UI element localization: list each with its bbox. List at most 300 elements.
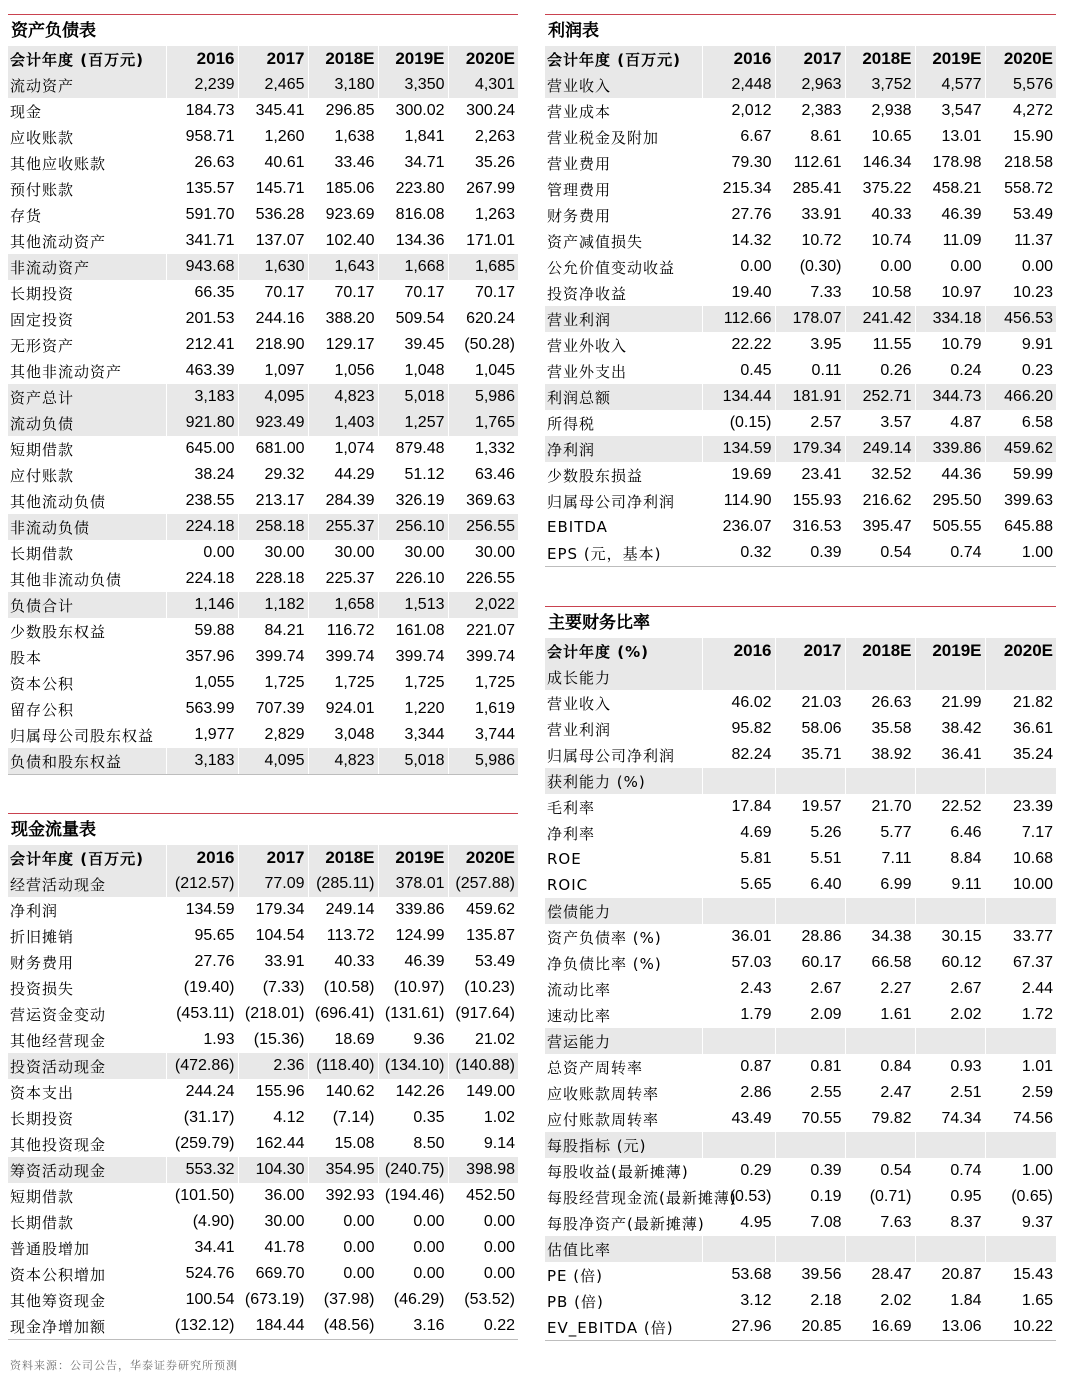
value-cell: 923.49 xyxy=(238,410,308,436)
value-cell: 5.26 xyxy=(775,820,845,846)
value-cell: 35.24 xyxy=(985,742,1056,768)
value-cell xyxy=(702,664,775,690)
table-row xyxy=(545,768,1056,794)
row-label-cell: 估值比率 xyxy=(545,1236,702,1262)
table-row xyxy=(8,202,518,228)
value-cell: 3,180 xyxy=(308,72,378,98)
value-cell: 20.85 xyxy=(775,1314,845,1340)
value-cell: 10.00 xyxy=(985,872,1056,898)
value-cell: 256.55 xyxy=(448,514,518,540)
value-cell: 591.70 xyxy=(166,202,238,228)
table-row xyxy=(545,716,1056,742)
table-row xyxy=(545,1288,1056,1314)
value-cell: 134.59 xyxy=(166,897,238,923)
value-cell: 466.20 xyxy=(985,384,1056,410)
value-cell: 395.47 xyxy=(845,514,915,540)
value-cell: 249.14 xyxy=(845,436,915,462)
value-cell: 10.22 xyxy=(985,1314,1056,1340)
table-row xyxy=(8,1313,518,1339)
value-cell: 19.40 xyxy=(702,280,775,306)
value-cell: 284.39 xyxy=(308,488,378,514)
value-cell: 334.18 xyxy=(915,306,985,332)
value-cell: 0.00 xyxy=(845,254,915,280)
value-cell: 0.22 xyxy=(448,1313,518,1339)
value-cell: 38.92 xyxy=(845,742,915,768)
value-cell: 51.12 xyxy=(378,462,448,488)
value-cell: 21.02 xyxy=(448,1027,518,1053)
row-label-cell: 其他非流动负债 xyxy=(10,570,123,589)
value-cell: 2,938 xyxy=(845,98,915,124)
table-row xyxy=(8,410,518,436)
row-label-cell: 现金净增加额 xyxy=(10,1317,107,1336)
row-label-cell: 短期借款 xyxy=(10,1187,75,1206)
table-row xyxy=(8,514,518,540)
value-cell: 6.67 xyxy=(702,124,775,150)
row-label-cell: 应付账款 xyxy=(10,466,75,485)
value-cell: 11.37 xyxy=(985,228,1056,254)
header-label-cell: 会计年度 (百万元) xyxy=(8,845,166,871)
header-year-cell: 2018E xyxy=(308,845,378,871)
row-label-cell: 应收账款 xyxy=(10,128,75,147)
row-label-cell: 资本公积 xyxy=(10,674,75,693)
value-cell: 201.53 xyxy=(166,306,238,332)
header-year-cell: 2018E xyxy=(845,46,915,72)
value-cell: (0.65) xyxy=(985,1184,1056,1210)
header-year-cell: 2018E xyxy=(845,638,915,664)
table-row xyxy=(545,280,1056,306)
value-cell: (917.64) xyxy=(448,1001,518,1027)
value-cell xyxy=(775,1028,845,1054)
value-cell: 459.62 xyxy=(985,436,1056,462)
value-cell: 224.18 xyxy=(166,514,238,540)
value-cell: 224.18 xyxy=(166,566,238,592)
value-cell: 458.21 xyxy=(915,176,985,202)
value-cell: 2,829 xyxy=(238,722,308,748)
value-cell: 0.00 xyxy=(308,1209,378,1235)
value-cell: 38.24 xyxy=(166,462,238,488)
table-row xyxy=(545,820,1056,846)
row-label-cell: PE (倍) xyxy=(547,1266,603,1285)
value-cell: 5.65 xyxy=(702,872,775,898)
value-cell: 5.77 xyxy=(845,820,915,846)
value-cell: 7.63 xyxy=(845,1210,915,1236)
value-cell: 184.73 xyxy=(166,98,238,124)
value-cell xyxy=(702,768,775,794)
value-cell xyxy=(985,1028,1056,1054)
cash-flow-table xyxy=(8,845,518,1339)
value-cell xyxy=(845,768,915,794)
value-cell: 225.37 xyxy=(308,566,378,592)
value-cell: 1.65 xyxy=(985,1288,1056,1314)
value-cell: 295.50 xyxy=(915,488,985,514)
value-cell: 70.17 xyxy=(308,280,378,306)
table-bottom-rule xyxy=(8,774,518,775)
value-cell: (15.36) xyxy=(238,1027,308,1053)
row-label-cell: 存货 xyxy=(10,206,43,225)
value-cell: 14.32 xyxy=(702,228,775,254)
value-cell: 84.21 xyxy=(238,618,308,644)
table-bottom-rule xyxy=(8,1339,518,1340)
table-row xyxy=(545,228,1056,254)
value-cell: 46.39 xyxy=(378,949,448,975)
value-cell: (48.56) xyxy=(308,1313,378,1339)
value-cell: 7.08 xyxy=(775,1210,845,1236)
row-label-cell: 少数股东权益 xyxy=(10,622,107,641)
value-cell: 135.57 xyxy=(166,176,238,202)
value-cell: 238.55 xyxy=(166,488,238,514)
table-row xyxy=(8,150,518,176)
table-row xyxy=(545,202,1056,228)
row-label-cell: 资产总计 xyxy=(8,384,166,410)
value-cell: 1,403 xyxy=(308,410,378,436)
value-cell xyxy=(985,1236,1056,1262)
value-cell: 1,658 xyxy=(308,592,378,618)
value-cell: 129.17 xyxy=(308,332,378,358)
value-cell: 59.99 xyxy=(985,462,1056,488)
table-row xyxy=(545,1080,1056,1106)
value-cell: 459.62 xyxy=(448,897,518,923)
value-cell: 35.71 xyxy=(775,742,845,768)
value-cell: 113.72 xyxy=(308,923,378,949)
value-cell: 140.62 xyxy=(308,1079,378,1105)
value-cell: 34.38 xyxy=(845,924,915,950)
row-label-cell: 长期投资 xyxy=(10,1109,75,1128)
value-cell: 10.79 xyxy=(915,332,985,358)
value-cell: 2.36 xyxy=(238,1053,308,1079)
value-cell: 5,986 xyxy=(448,748,518,774)
header-year-cell: 2019E xyxy=(378,845,448,871)
table-row xyxy=(8,98,518,124)
value-cell: 59.88 xyxy=(166,618,238,644)
table-row xyxy=(545,1132,1056,1158)
row-label-cell: 其他非流动资产 xyxy=(10,362,123,381)
value-cell: 620.24 xyxy=(448,306,518,332)
value-cell: 30.00 xyxy=(308,540,378,566)
value-cell: 2.43 xyxy=(702,976,775,1002)
table-row xyxy=(8,1235,518,1261)
row-label-cell: 财务费用 xyxy=(547,206,612,225)
value-cell: 398.98 xyxy=(448,1157,518,1183)
row-label-cell: 归属母公司净利润 xyxy=(547,492,676,511)
value-cell: 17.84 xyxy=(702,794,775,820)
value-cell xyxy=(915,898,985,924)
value-cell: 2,465 xyxy=(238,72,308,98)
table-row xyxy=(8,254,518,280)
value-cell: 34.41 xyxy=(166,1235,238,1261)
row-label-cell: 营业外收入 xyxy=(547,336,628,355)
header-year-cell: 2016 xyxy=(702,46,775,72)
row-label-cell: 应付账款周转率 xyxy=(547,1110,660,1129)
value-cell: 0.32 xyxy=(702,540,775,566)
value-cell: 399.74 xyxy=(448,644,518,670)
value-cell: 8.61 xyxy=(775,124,845,150)
value-cell: 2.55 xyxy=(775,1080,845,1106)
value-cell: 1,048 xyxy=(378,358,448,384)
value-cell: 1,765 xyxy=(448,410,518,436)
value-cell: 23.41 xyxy=(775,462,845,488)
value-cell xyxy=(702,1236,775,1262)
table-row xyxy=(545,1028,1056,1054)
row-label-cell: 负债合计 xyxy=(8,592,166,618)
value-cell: 16.69 xyxy=(845,1314,915,1340)
value-cell: 20.87 xyxy=(915,1262,985,1288)
value-cell: 1,263 xyxy=(448,202,518,228)
row-label-cell: 其他应收账款 xyxy=(10,154,107,173)
value-cell: 505.55 xyxy=(915,514,985,540)
value-cell: 300.02 xyxy=(378,98,448,124)
source-note: 资料来源：公司公告，华泰证券研究所预测 xyxy=(10,1359,238,1372)
row-label-cell: 获利能力 (%) xyxy=(545,768,702,794)
row-label-cell: 应收账款周转率 xyxy=(547,1084,660,1103)
table-row xyxy=(8,696,518,722)
value-cell: (218.01) xyxy=(238,1001,308,1027)
value-cell: (10.97) xyxy=(378,975,448,1001)
value-cell: 924.01 xyxy=(308,696,378,722)
table-row xyxy=(8,644,518,670)
value-cell: 452.50 xyxy=(448,1183,518,1209)
value-cell xyxy=(985,1132,1056,1158)
value-cell: 9.37 xyxy=(985,1210,1056,1236)
value-cell: 9.91 xyxy=(985,332,1056,358)
value-cell: 1.00 xyxy=(985,540,1056,566)
header-year-cell: 2017 xyxy=(238,845,308,871)
value-cell: (194.46) xyxy=(378,1183,448,1209)
value-cell: 4,823 xyxy=(308,748,378,774)
table-bottom-rule xyxy=(545,1340,1056,1341)
value-cell: 30.00 xyxy=(378,540,448,566)
value-cell: 18.69 xyxy=(308,1027,378,1053)
value-cell: 316.53 xyxy=(775,514,845,540)
value-cell: 0.00 xyxy=(702,254,775,280)
table-row xyxy=(8,358,518,384)
income-statement-panel xyxy=(545,14,1056,567)
value-cell: 21.99 xyxy=(915,690,985,716)
row-label-cell: EV_EBITDA (倍) xyxy=(547,1318,674,1337)
row-label-cell: 长期借款 xyxy=(10,544,75,563)
header-year-cell: 2017 xyxy=(775,46,845,72)
value-cell: 58.06 xyxy=(775,716,845,742)
value-cell: 0.74 xyxy=(915,1158,985,1184)
value-cell: 213.17 xyxy=(238,488,308,514)
value-cell: 44.36 xyxy=(915,462,985,488)
value-cell: 4,272 xyxy=(985,98,1056,124)
value-cell: (53.52) xyxy=(448,1287,518,1313)
value-cell: 0.45 xyxy=(702,358,775,384)
table-row xyxy=(8,748,518,774)
value-cell: (673.19) xyxy=(238,1287,308,1313)
value-cell: 26.63 xyxy=(166,150,238,176)
row-label-cell: 折旧摊销 xyxy=(10,927,75,946)
value-cell: 53.49 xyxy=(448,949,518,975)
table-row xyxy=(8,1209,518,1235)
value-cell: 4.95 xyxy=(702,1210,775,1236)
value-cell: 258.18 xyxy=(238,514,308,540)
row-label-cell: 管理费用 xyxy=(547,180,612,199)
row-label-cell: 其他筹资现金 xyxy=(10,1291,107,1310)
value-cell: 3,752 xyxy=(845,72,915,98)
value-cell: 0.00 xyxy=(378,1261,448,1287)
value-cell: 179.34 xyxy=(775,436,845,462)
value-cell: 0.00 xyxy=(448,1261,518,1287)
row-label-cell: 每股经营现金流(最新摊薄) xyxy=(547,1188,737,1207)
value-cell: 344.73 xyxy=(915,384,985,410)
row-label-cell: 资产负债率 (%) xyxy=(547,928,662,947)
value-cell: 134.36 xyxy=(378,228,448,254)
value-cell: 171.01 xyxy=(448,228,518,254)
value-cell: 1,977 xyxy=(166,722,238,748)
value-cell: 216.62 xyxy=(845,488,915,514)
row-label-cell: 净负债比率 (%) xyxy=(547,954,662,973)
value-cell: 134.44 xyxy=(702,384,775,410)
header-year-cell: 2016 xyxy=(166,46,238,72)
value-cell: 2.57 xyxy=(775,410,845,436)
table-row xyxy=(8,871,518,897)
header-year-cell: 2020E xyxy=(985,46,1056,72)
row-label-cell: 营运资金变动 xyxy=(10,1005,107,1024)
value-cell: 41.78 xyxy=(238,1235,308,1261)
value-cell: 13.06 xyxy=(915,1314,985,1340)
value-cell: 23.39 xyxy=(985,794,1056,820)
value-cell: 1,643 xyxy=(308,254,378,280)
table-row xyxy=(545,306,1056,332)
header-label-cell: 会计年度 (百万元) xyxy=(8,46,166,72)
table-row xyxy=(545,384,1056,410)
value-cell: 2.09 xyxy=(775,1002,845,1028)
value-cell: (10.23) xyxy=(448,975,518,1001)
value-cell: 1,725 xyxy=(238,670,308,696)
value-cell: 558.72 xyxy=(985,176,1056,202)
value-cell: 669.70 xyxy=(238,1261,308,1287)
value-cell: 456.53 xyxy=(985,306,1056,332)
row-label-cell: 固定投资 xyxy=(10,310,75,329)
value-cell: 155.93 xyxy=(775,488,845,514)
value-cell: 0.24 xyxy=(915,358,985,384)
ratios-table xyxy=(545,638,1056,1340)
value-cell: (19.40) xyxy=(166,975,238,1001)
value-cell: 79.30 xyxy=(702,150,775,176)
value-cell: (7.33) xyxy=(238,975,308,1001)
row-label-cell: 流动负债 xyxy=(8,410,166,436)
value-cell: 8.37 xyxy=(915,1210,985,1236)
value-cell: 2.59 xyxy=(985,1080,1056,1106)
value-cell: 3,344 xyxy=(378,722,448,748)
value-cell: 0.93 xyxy=(915,1054,985,1080)
value-cell: 2.44 xyxy=(985,976,1056,1002)
value-cell: 244.16 xyxy=(238,306,308,332)
value-cell: 388.20 xyxy=(308,306,378,332)
value-cell: 40.33 xyxy=(845,202,915,228)
row-label-cell: 成长能力 xyxy=(545,664,702,690)
header-year-cell: 2019E xyxy=(915,46,985,72)
value-cell: (118.40) xyxy=(308,1053,378,1079)
value-cell: 15.90 xyxy=(985,124,1056,150)
value-cell: 7.17 xyxy=(985,820,1056,846)
value-cell: 155.96 xyxy=(238,1079,308,1105)
table-row xyxy=(545,72,1056,98)
row-label-cell: 利润总额 xyxy=(545,384,702,410)
value-cell: 923.69 xyxy=(308,202,378,228)
value-cell: 0.00 xyxy=(448,1209,518,1235)
row-label-cell: 非流动负债 xyxy=(8,514,166,540)
value-cell: 112.61 xyxy=(775,150,845,176)
value-cell xyxy=(985,664,1056,690)
value-cell: 2.51 xyxy=(915,1080,985,1106)
value-cell: 66.58 xyxy=(845,950,915,976)
value-cell xyxy=(915,1028,985,1054)
value-cell: (453.11) xyxy=(166,1001,238,1027)
table-row xyxy=(8,306,518,332)
table-row xyxy=(545,462,1056,488)
value-cell: 816.08 xyxy=(378,202,448,228)
value-cell: 46.02 xyxy=(702,690,775,716)
row-label-cell: 每股净资产(最新摊薄) xyxy=(547,1214,705,1233)
value-cell: 35.26 xyxy=(448,150,518,176)
row-label-cell: 营业利润 xyxy=(545,306,702,332)
value-cell: 4,301 xyxy=(448,72,518,98)
value-cell: 74.34 xyxy=(915,1106,985,1132)
value-cell: 22.22 xyxy=(702,332,775,358)
row-label-cell: 其他经营现金 xyxy=(10,1031,107,1050)
table-row xyxy=(545,514,1056,540)
value-cell: 7.33 xyxy=(775,280,845,306)
value-cell: 57.03 xyxy=(702,950,775,976)
table-row xyxy=(545,332,1056,358)
value-cell: 95.82 xyxy=(702,716,775,742)
value-cell: 228.18 xyxy=(238,566,308,592)
value-cell: 5,576 xyxy=(985,72,1056,98)
value-cell: 36.61 xyxy=(985,716,1056,742)
value-cell: 178.07 xyxy=(775,306,845,332)
value-cell: 26.63 xyxy=(845,690,915,716)
value-cell: 181.91 xyxy=(775,384,845,410)
value-cell: 0.29 xyxy=(702,1158,775,1184)
value-cell: (37.98) xyxy=(308,1287,378,1313)
row-label-cell: ROIC xyxy=(547,876,589,894)
value-cell: 4,823 xyxy=(308,384,378,410)
value-cell: 2.02 xyxy=(915,1002,985,1028)
value-cell: 3,183 xyxy=(166,748,238,774)
value-cell: 6.40 xyxy=(775,872,845,898)
value-cell: 524.76 xyxy=(166,1261,238,1287)
value-cell: 82.24 xyxy=(702,742,775,768)
value-cell: 326.19 xyxy=(378,488,448,514)
value-cell: 5,986 xyxy=(448,384,518,410)
value-cell: 102.40 xyxy=(308,228,378,254)
value-cell: 79.82 xyxy=(845,1106,915,1132)
row-label-cell: 流动比率 xyxy=(547,980,612,999)
value-cell: 27.76 xyxy=(702,202,775,228)
value-cell: 4,095 xyxy=(238,748,308,774)
table-row xyxy=(545,898,1056,924)
value-cell: 2,448 xyxy=(702,72,775,98)
value-cell: 221.07 xyxy=(448,618,518,644)
value-cell: 2.86 xyxy=(702,1080,775,1106)
value-cell: 357.96 xyxy=(166,644,238,670)
value-cell: 1,668 xyxy=(378,254,448,280)
table-row xyxy=(545,690,1056,716)
value-cell: 285.41 xyxy=(775,176,845,202)
value-cell: 3.95 xyxy=(775,332,845,358)
row-label-cell: 留存公积 xyxy=(10,700,75,719)
header-row xyxy=(8,46,518,72)
header-row xyxy=(545,46,1056,72)
value-cell: 1,146 xyxy=(166,592,238,618)
value-cell: 249.14 xyxy=(308,897,378,923)
row-label-cell: 公允价值变动收益 xyxy=(547,258,676,277)
table-row xyxy=(545,176,1056,202)
value-cell: (140.88) xyxy=(448,1053,518,1079)
value-cell: 943.68 xyxy=(166,254,238,280)
